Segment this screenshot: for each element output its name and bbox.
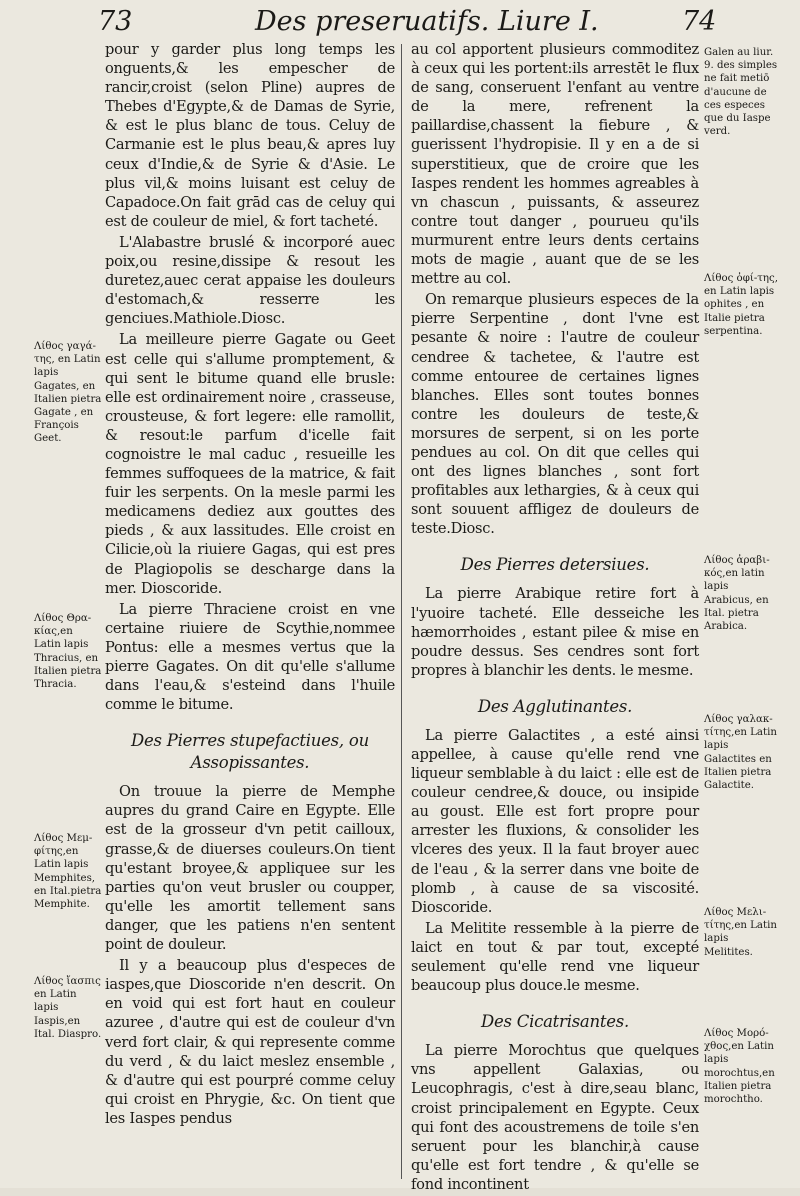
section-heading: Des Cicatrisantes. xyxy=(480,1012,630,1032)
column-divider xyxy=(401,44,402,1179)
margin-note-right: Λίθος Μορό-χθος,en Latin lapis morochtus,en Italien pietra morochtho. xyxy=(704,1028,775,1106)
paragraph: La Melitite ressemble à la pierre de laict en tout & par tout, excepté seulement qu'elle rend vne liqueur beaucoup plus douce.le mesme. xyxy=(411,919,699,995)
section-heading: Des Agglutinantes. xyxy=(477,696,633,716)
paragraph: L'Alabastre bruslé & incorporé auec poix,ou resine,dissipe & resout les duretez,auec cerat appaise les douleurs d'estomach,& resserre les genciues.Mathiole.Diosc. xyxy=(105,233,395,328)
margin-note-left: Λίθος γαγά-της, en Latin lapis Gagates, en Italien pietra Gagate , en François Geet. xyxy=(34,341,102,445)
section-heading: Des Pierres stupefactiues, ou Assopissantes. xyxy=(131,731,369,773)
paragraph: On trouue la pierre de Memphe aupres du grand Caire en Egypte. Elle est de la grosseur d'vn petit cailloux, grasse,& de diuerses couleurs.On tient qu'estant broyee,& appliquee sur les parties qu'on veut brusler ou coupper, qu'elle les amortit tellement sans danger, que les patiens n'en sentent point de douleur. xyxy=(105,783,395,954)
paragraph: Il y a beaucoup plus d'especes de iaspes,que Dioscoride n'en descrit. On en void qui est fort haut en couleur azuree , d'autre qui est de couleur d'vn verd fort clair, & qui represente comme du verd , & du laict meslez ensemble , & d'autre qui est pourpré comme celuy qui croist en Phrygie, &c. On tient que les Iaspes pendus xyxy=(105,957,395,1127)
left-text-column xyxy=(105,40,395,1130)
paragraph: La pierre Galactites , a esté ainsi appellee, à cause qu'elle rend vne liqueur semblable à du laict : elle est de couleur cendree,& douce, ou insipide au goust. Elle est fort propre pour arrester les fluxions, & consolider les vlceres des yeux. Il la faut broyer auec de l'eau , & la serrer dans vne boite de plomb , à cause de sa viscosité. Dioscoride. xyxy=(411,726,699,916)
margin-note-right: Λίθος Μελι-τίτης,en Latin lapis Melitites. xyxy=(704,907,777,958)
margin-note-right: Λίθος γαλακ-τίτης,en Latin lapis Galactites en Italien pietra Galactite. xyxy=(704,714,777,792)
running-header xyxy=(0,2,800,42)
paragraph: La pierre Thraciene croist en vne certaine riuiere de Scythie,nommee Pontus: elle a mesmes vertus que la pierre Gagates. On dit qu'elle s'allume dans l'eau,& s'esteind dans l'huile comme le bitume. xyxy=(105,600,395,714)
margin-note-right: Λίθος ἀραβι-κός,en latin lapis Arabicus, en Ital. pietra Arabica. xyxy=(704,555,770,633)
margin-note-left: Λίθος ἴασπις en Latin lapis Iaspis,en Ital. Diaspro. xyxy=(34,976,102,1040)
paragraph: pour y garder plus long temps les onguents,& les empescher de rancir,croist (selon Pline) aupres de Thebes d'Egypte,& de Damas de Syrie, & est le plus blanc de tous. Celuy de Carmanie est le plus beau,& apres luy ceux d'Indie,& de Syrie & d'Asie. Le plus vil,& moins luisant est celuy de Capadoce.On fait grād cas de celuy qui est de couleur de miel, & fort tacheté. xyxy=(105,41,395,230)
paragraph: La pierre Morochtus que quelques vns appellent Galaxias, ou Leucophragis, c'est à dire,seau blanc, croist principalement en Egypte. Ceux qui font des acoustremens de toile s'en seruent pour les blanchir,à cause qu'elle est fort tendre , & qu'elle se fond incontinent xyxy=(411,1042,699,1193)
section-heading: Des Pierres detersiues. xyxy=(460,555,650,575)
margin-note-right: Λίθος ὀφί-της, en Latin lapis ophites , en Italie pietra serpentina. xyxy=(704,273,778,337)
margin-note-left: Λίθος Μεμ-φίτης,en Latin lapis Memphites, en Ital.pietra Memphite. xyxy=(34,833,102,911)
margin-note-right: Galen au liur. 9. des simples ne fait metiō d'aucune de ces especes que du Iaspe verd. xyxy=(704,47,778,138)
margin-note-left: Λίθος Θρα-κίας,en Latin lapis Thracius, en Italien pietra Thracia. xyxy=(34,613,102,691)
paragraph: La pierre Arabique retire fort à l'yuoire tacheté. Elle desseiche les hæmorrhoides , estant pilee & mise en poudre dessus. Ses cendres sont fort propres à blanchir les dents. le mesme. xyxy=(411,585,699,679)
running-title: Des preseruatifs. Liure I. xyxy=(255,6,599,37)
paragraph: au col apportent plusieurs commoditez à ceux qui les portent:ils arrestēt le flux de sang, conseruent l'enfant au ventre de la mere, refrenent la paillardise,chassent la fiebure , & guerissent l'hydropisie. Il y en a de si superstitieux, que de croire que les Iaspes rendent les hommes agreables à vn chascun , puissants, & asseurez contre tout danger , pourueu qu'ils murmurent entre leurs dents certains mots de magie , auant que de se les mettre au col. xyxy=(411,41,699,288)
paragraph: La meilleure pierre Gagate ou Geet est celle qui s'allume promptement, & qui sent le bitume quand elle brusle: elle est ordinairement noire , crasseuse, crousteuse, & fort legere: elle ramollit, & resout:le parfum d'icelle fait cognoistre le mal caduc , resueille les femmes suffoquees de la matrice, & fait fuir les serpents. On la mesle parmi les medicamens dediez aux gouttes des pieds , & aux lassitudes. Elle croist en Cilicie,où la riuiere Gagas, qui est pres de Plagiopolis se descharge dans la mer. Dioscoride. xyxy=(105,331,395,597)
left-page-number: 73 xyxy=(98,6,133,37)
paragraph: On remarque plusieurs especes de la pierre Serpentine , dont l'vne est pesante & noire : l'autre de couleur cendree & tachetee, & l'autre est comme entouree de certaines lignes blanches. Elles sont toutes bonnes contre les douleurs de teste,& morsures de serpent, si on les porte pendues au col. On dit que celles qui ont des lignes blanches , sont fort profitables aux lethargies, & à ceux qui sont souuent affligez de douleurs de teste.Diosc. xyxy=(411,291,699,538)
right-page-number: 74 xyxy=(682,6,717,37)
right-text-column xyxy=(411,40,699,1196)
